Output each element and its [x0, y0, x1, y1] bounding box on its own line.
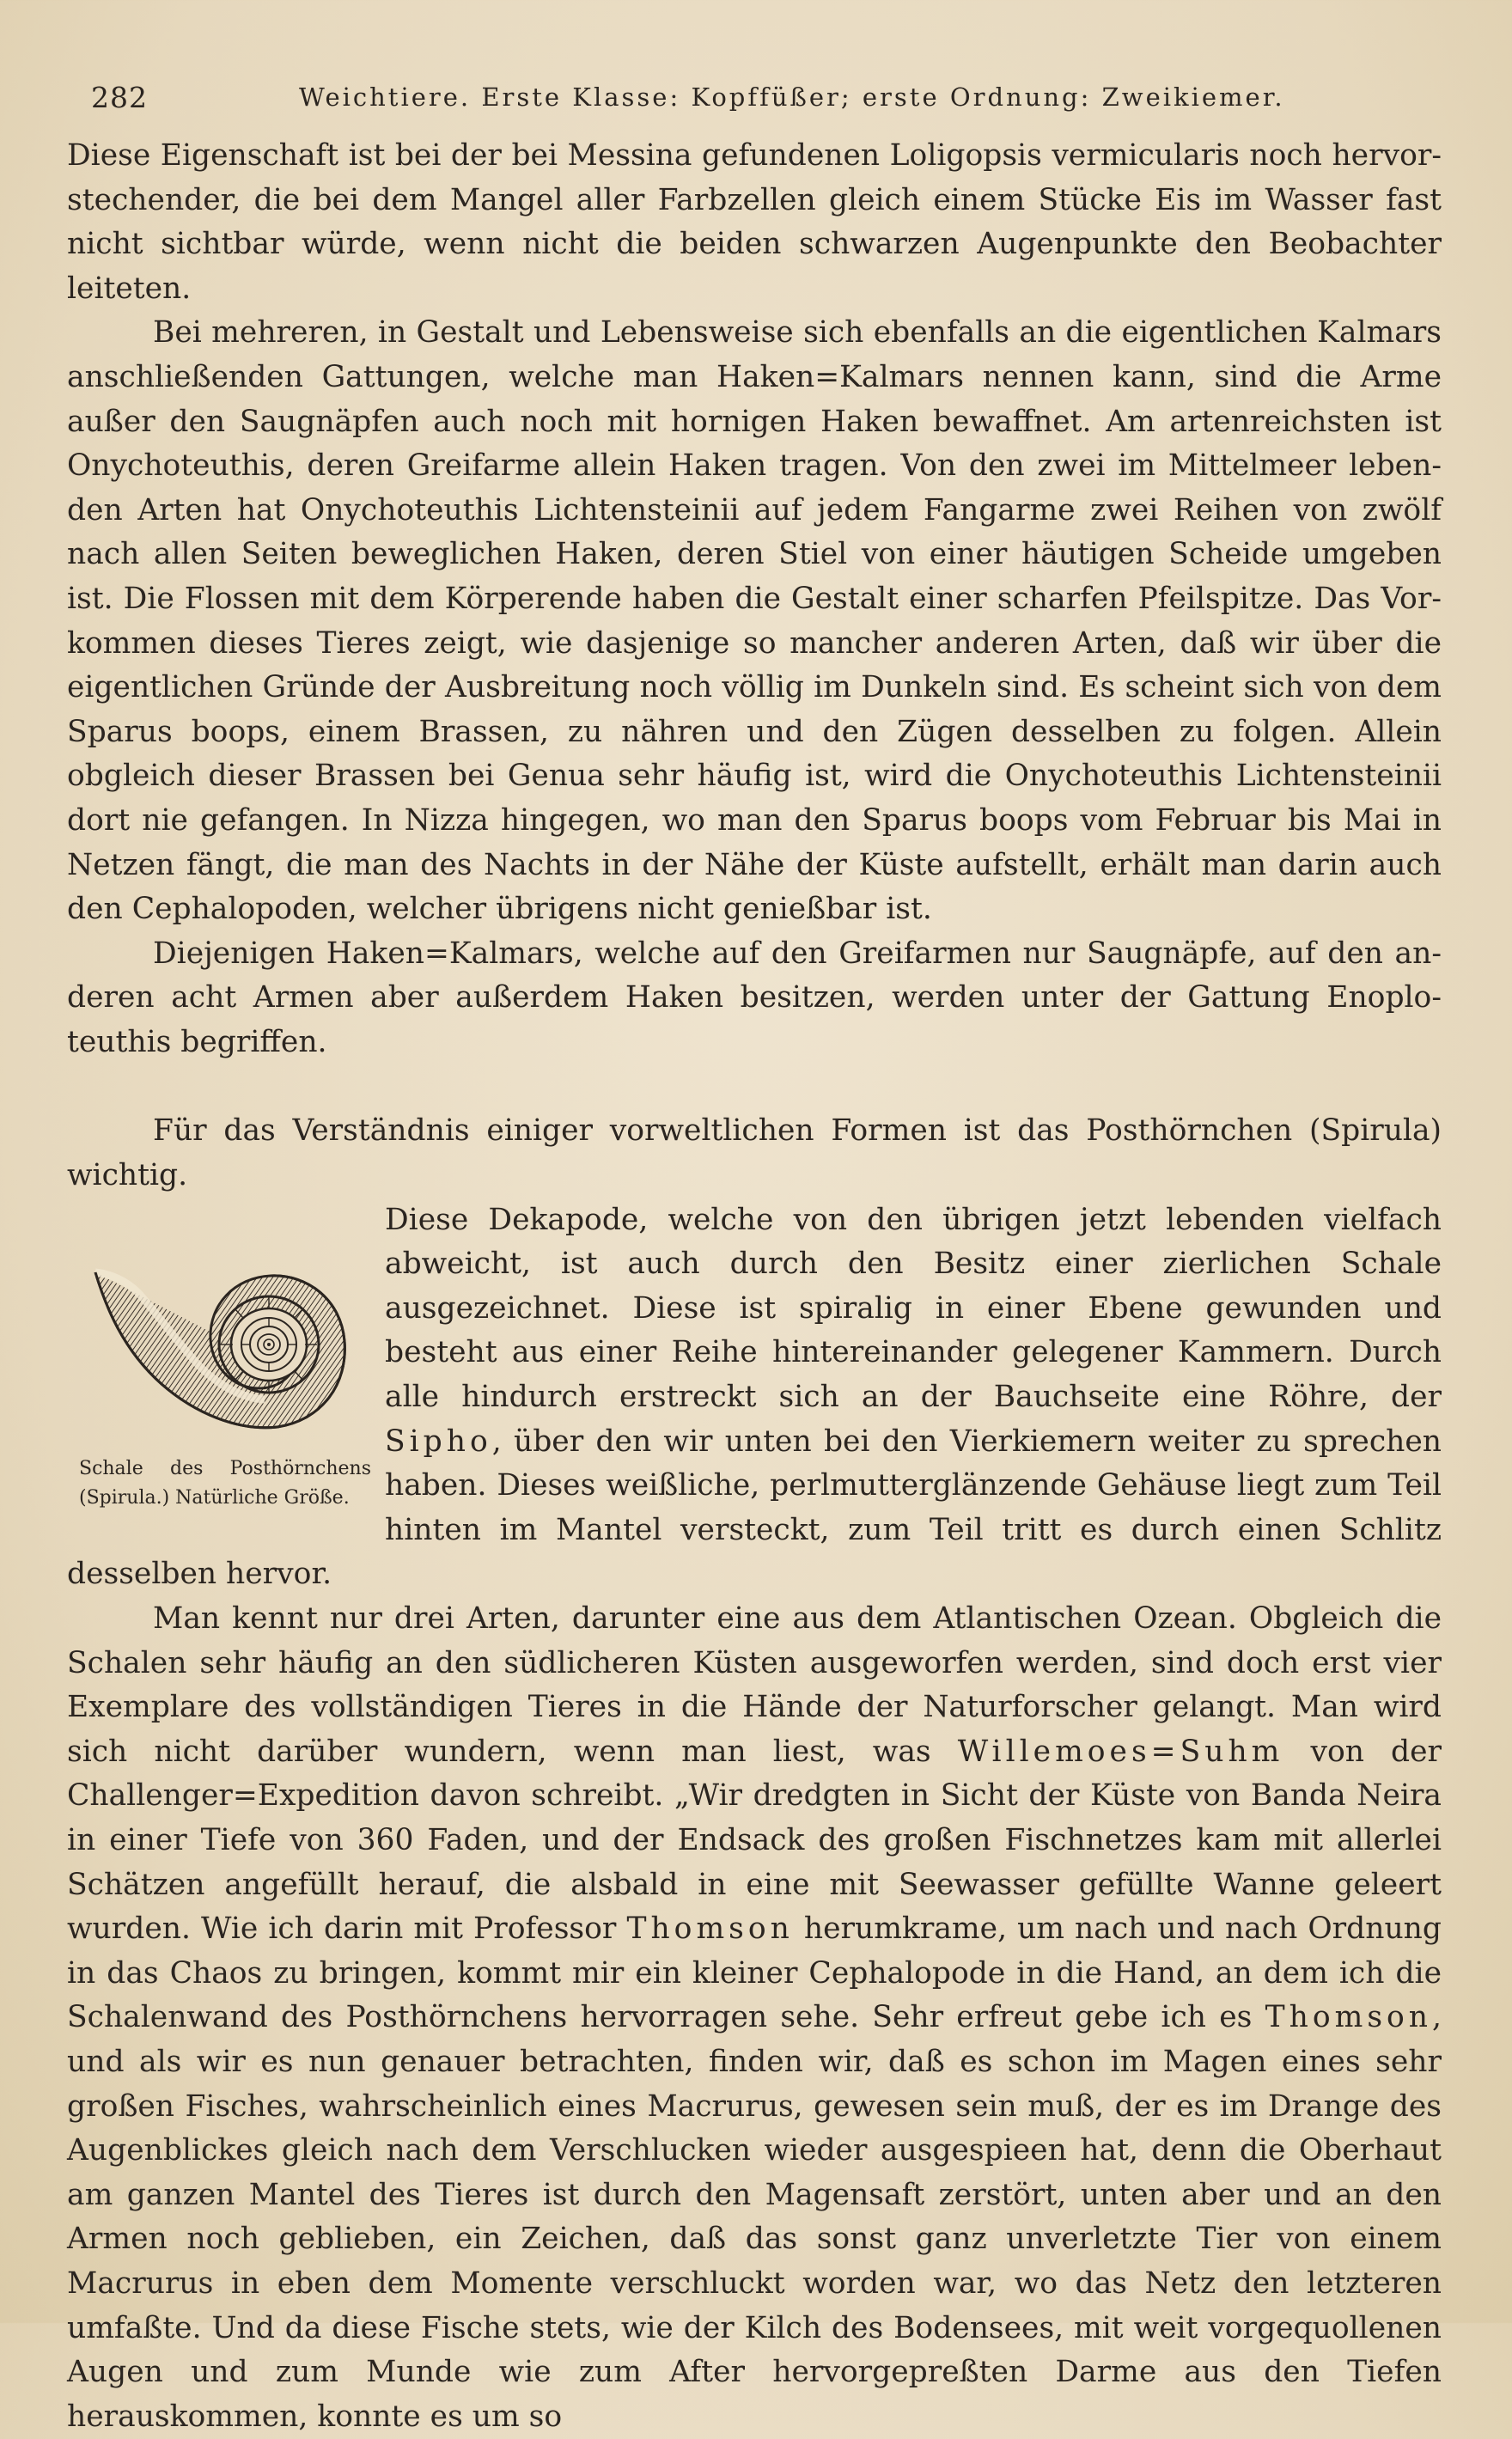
page-number: 282 [91, 81, 148, 114]
book-page [67, 60, 1442, 2434]
term-sipho: Sipho [385, 1424, 492, 1459]
challenger-text-a: Man kennt nur drei Arten, darunter eine aus dem Atlantischen Ozean. Obgleich die Schalen sehr häufig an den südlicheren Küsten ausgeworfen werden, sind doch erst vier Exemplare des vollständigen Tieres in die Hände der Naturforscher gelangt. Man wird sich nicht darüber wundern, wenn man liest, was [67, 1601, 1442, 1769]
figure-caption: Schale des Posthörnchens (Spirula.) Natürliche Größe. [79, 1457, 371, 1509]
paragraph-spirula-intro [67, 1109, 1442, 1198]
paragraph-haken-kalmars: Bei mehreren, in Gestalt und Lebensweise sich ebenfalls an die eigentlichen Kalmars anschließenden Gattungen, welche man Haken=Kalmars nennen kann, sind die Arme außer den Saugnäpfen auch noch mit hornigen Haken bewaffnet. Am artenreichsten ist Onychoteuthis, deren Greifarme allein Haken tragen. Von den zwei im Mittelmeer lebenden Arten hat Onychoteuthis Lichtensteinii auf jedem Fangarme zwei Reihen von zwölf nach allen Seiten beweglichen Haken, deren Stiel von einer häutigen Scheide umgeben ist. Die Flossen mit dem Körperende haben die Gestalt einer scharfen Pfeilspitze. Das Vorkommen dieses Tieres zeigt, wie dasjenige so mancher anderen Arten, daß wir über die eigentlichen Gründe der Ausbreitung noch völlig im Dunkeln sind. Es scheint sich von dem Sparus boops, einem Brassen, zu nähren und den Zügen desselben zu folgen. Allein obgleich dieser Brassen bei Genua sehr häufig ist, wird die Onychoteuthis Lichtensteinii dort nie gefangen. In Nizza hingegen, wo man den Sparus boops vom Februar bis Mai in Netzen fängt, die man des Nachts in der Nähe der Küste aufstellt, erhält man darin auch den Cephalopoden, welcher übrigens nicht genießbar ist. [67, 315, 1442, 927]
spirula-description-continued: , über den wir unten bei den Vierkiemern weiter zu sprechen haben. Dieses weißliche, perlmutterglänzende Gehäuse liegt zum Teil hinten im Mantel versteckt, zum Teil tritt es durch einen Schlitz desselben hervor. [67, 1424, 1442, 1592]
name-thomson-2: Thomson [1265, 2000, 1433, 2035]
name-willemoes-suhm: Willemoes=Suhm [957, 1734, 1284, 1769]
paragraph-challenger [67, 1597, 1442, 2439]
spirula-shell-illustration [88, 1255, 357, 1448]
paragraph-enoploteuthis: Diejenigen Haken=Kalmars, welche auf den Greifarmen nur Saugnäpfe, auf den anderen acht Armen aber außerdem Haken besitzen, werden unter der Gattung Enoploteuthis begriffen. [67, 936, 1442, 1059]
challenger-text-b: von der Challenger=Expedition davon schreibt. „Wir dredgten in Sicht der Küste von Banda Neira in einer Tiefe von 360 Faden, und der Endsack des großen Fischnetzes kam mit allerlei Schätzen angefüllt herauf, die alsbald in eine mit Seewasser gefüllte Wanne geleert wurden. Wie ich darin mit Professor [67, 1734, 1442, 1947]
body-text [67, 134, 1442, 2439]
challenger-text-c: herumkrame, um nach und nach Ordnung in das Chaos zu bringen, kommt mir ein kleiner Cephalopode in die Hand, an dem ich die Schalenwand des Posthörnchens hervorragen sehe. Sehr erfreut gebe ich es [67, 1912, 1442, 2035]
spirula-description-text: Diese Dekapode, welche von den übrigen jetzt lebenden vielfach abweicht, ist auch durch den Besitz einer zierlichen Schale ausgezeichnet. Diese ist spiralig in einer Ebene gewunden und besteht aus einer Reihe hintereinander gelegener Kammern. Durch alle hindurch erstreckt sich an der Bauchseite eine Röhre, der [385, 1202, 1442, 1415]
page-header [67, 60, 1442, 134]
paragraph-loligopsis: Diese Eigenschaft ist bei der bei Messina gefundenen Loligopsis vermicularis noch hervorstechender, die bei dem Mangel aller Farbzellen gleich einem Stücke Eis im Wasser fast nicht sichtbar würde, wenn nicht die beiden schwarzen Augenpunkte den Beobachter leiteten. [67, 138, 1442, 306]
challenger-text-d: , und als wir es nun genauer betrachten, finden wir, daß es schon im Magen eines sehr großen Fisches, wahrscheinlich eines Macrurus, gewesen sein muß, der es im Drange des Augenblickes gleich nach dem Verschlucken wieder ausgespieen hat, denn die Oberhaut am ganzen Mantel des Tieres ist durch den Magensaft zerstört, unten aber und an den Armen noch geblieben, ein Zeichen, daß das sonst ganz unverletzte Tier von einem Macrurus in eben dem Momente verschluckt worden war, wo das Netz den letzteren umfaßte. Und da diese Fische stets, wie der Kilch des Bodensees, mit weit vorgequollenen Augen und zum Munde wie zum After hervorgepreßten Darme aus den Tiefen herauskommen, konnte es um so [67, 2000, 1442, 2434]
running-head: Weichtiere. Erste Klasse: Kopffüßer; erste Ordnung: Zweikiemer. [299, 82, 1285, 112]
section-gap [67, 1064, 1442, 1109]
spirula-figure [74, 1255, 371, 1513]
spirula-intro-text: Für das Verständnis einiger vorweltlichen Formen ist das Posthörnchen (Spirula) wichtig. [67, 1113, 1442, 1193]
name-thomson-1: Thomson [626, 1912, 794, 1947]
